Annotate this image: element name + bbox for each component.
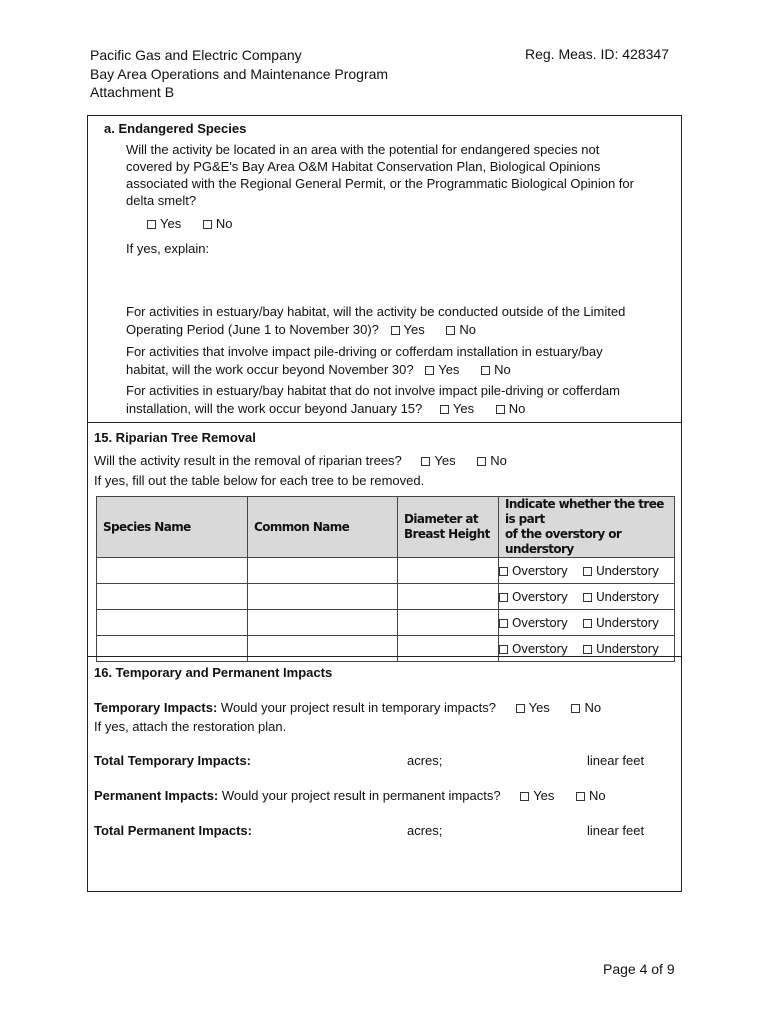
no-checkbox[interactable] bbox=[571, 704, 580, 713]
understory-label: Understory bbox=[596, 641, 659, 656]
no-checkbox[interactable] bbox=[203, 220, 212, 229]
story-cell bbox=[499, 610, 675, 636]
riparian-instruction: If yes, fill out the table below for each tree to be removed. bbox=[94, 473, 425, 488]
col-story-line: Indicate whether the tree is part bbox=[505, 497, 664, 526]
yes-checkbox[interactable] bbox=[421, 457, 430, 466]
table-row bbox=[97, 610, 675, 636]
yes-checkbox[interactable] bbox=[440, 405, 449, 414]
reg-meas-id: Reg. Meas. ID: 428347 bbox=[525, 46, 669, 62]
estuary-question-1-line-2 bbox=[126, 322, 476, 337]
no-label: No bbox=[589, 788, 606, 803]
estuary-question-3-line-2 bbox=[126, 401, 525, 416]
col-story-line: of the overstory or understory bbox=[505, 527, 622, 556]
no-checkbox[interactable] bbox=[481, 366, 490, 375]
question-line: associated with the Regional General Permit, or the Programmatic Biological Opinion for bbox=[126, 176, 634, 191]
yes-checkbox[interactable] bbox=[516, 704, 525, 713]
overstory-label: Overstory bbox=[512, 641, 568, 656]
common-name-cell[interactable] bbox=[248, 584, 398, 610]
document-header bbox=[90, 46, 388, 102]
estuary-question-1-line-1: For activities in estuary/bay habitat, will the activity be conducted outside of the Limited bbox=[126, 304, 626, 319]
permanent-impacts-text: Would your project result in permanent impacts? bbox=[221, 788, 501, 803]
overstory-checkbox[interactable] bbox=[499, 645, 508, 654]
diameter-cell[interactable] bbox=[398, 610, 499, 636]
story-cell bbox=[499, 584, 675, 610]
understory-checkbox[interactable] bbox=[583, 645, 592, 654]
yes-checkbox[interactable] bbox=[391, 326, 400, 335]
yes-label: Yes bbox=[533, 788, 555, 803]
no-checkbox[interactable] bbox=[496, 405, 505, 414]
question-line: Will the activity be located in an area with the potential for endangered species not bbox=[126, 142, 600, 157]
no-label: No bbox=[215, 216, 233, 231]
col-species-name: Species Name bbox=[97, 497, 248, 558]
col-diameter-line: Diameter at bbox=[404, 512, 479, 526]
riparian-tree-table bbox=[96, 496, 675, 662]
col-common-name: Common Name bbox=[248, 497, 398, 558]
impacts-title: 16. Temporary and Permanent Impacts bbox=[94, 665, 333, 680]
question-line: delta smelt? bbox=[126, 193, 197, 208]
program-name: Bay Area Operations and Maintenance Program bbox=[90, 65, 389, 82]
yes-label: Yes bbox=[528, 700, 550, 715]
permanent-linear-feet-label: linear feet bbox=[587, 823, 645, 838]
no-label: No bbox=[508, 401, 526, 416]
estuary-question-2-line-1: For activities that involve impact pile-driving or cofferdam installation in estuary/bay bbox=[126, 344, 603, 359]
permanent-impacts-question bbox=[94, 788, 606, 803]
understory-label: Understory bbox=[596, 589, 659, 604]
temporary-impacts-label: Temporary Impacts: bbox=[94, 700, 218, 715]
understory-checkbox[interactable] bbox=[583, 593, 592, 602]
table-row bbox=[97, 558, 675, 584]
yes-label: Yes bbox=[160, 216, 182, 231]
estuary-question-3-line-1: For activities in estuary/bay habitat that do not involve impact pile-driving or cofferdam bbox=[126, 383, 620, 398]
species-name-cell[interactable] bbox=[97, 584, 248, 610]
understory-label: Understory bbox=[596, 563, 659, 578]
estuary-question-2-text: habitat, will the work occur beyond November 30? bbox=[126, 362, 414, 377]
overstory-label: Overstory bbox=[512, 589, 568, 604]
estuary-question-2-line-2 bbox=[126, 362, 511, 377]
explain-label: If yes, explain: bbox=[126, 241, 210, 256]
endangered-yes-no bbox=[147, 216, 232, 231]
yes-checkbox[interactable] bbox=[425, 366, 434, 375]
no-label: No bbox=[584, 700, 602, 715]
riparian-question-text: Will the activity result in the removal of riparian trees? bbox=[94, 453, 402, 468]
no-checkbox[interactable] bbox=[576, 792, 585, 801]
estuary-question-3-text: installation, will the work occur beyond January 15? bbox=[126, 401, 423, 416]
common-name-cell[interactable] bbox=[248, 558, 398, 584]
understory-checkbox[interactable] bbox=[583, 619, 592, 628]
permanent-acres-label: acres; bbox=[407, 823, 443, 838]
endangered-question bbox=[126, 141, 634, 209]
col-diameter-line: Breast Height bbox=[404, 527, 490, 541]
col-story bbox=[499, 497, 675, 558]
yes-label: Yes bbox=[434, 453, 456, 468]
overstory-label: Overstory bbox=[512, 563, 568, 578]
company-name: Pacific Gas and Electric Company bbox=[90, 47, 302, 63]
temporary-linear-feet-label: linear feet bbox=[587, 753, 645, 768]
no-label: No bbox=[459, 322, 477, 337]
riparian-question bbox=[94, 453, 507, 468]
overstory-label: Overstory bbox=[512, 615, 568, 630]
estuary-question-1-text: Operating Period (June 1 to November 30)? bbox=[126, 322, 379, 337]
overstory-checkbox[interactable] bbox=[499, 567, 508, 576]
temporary-impacts-text: Would your project result in temporary impacts? bbox=[220, 700, 496, 715]
yes-label: Yes bbox=[403, 322, 425, 337]
col-diameter bbox=[398, 497, 499, 558]
restoration-instruction: If yes, attach the restoration plan. bbox=[94, 719, 287, 734]
riparian-title: 15. Riparian Tree Removal bbox=[94, 430, 256, 445]
diameter-cell[interactable] bbox=[398, 558, 499, 584]
question-line: covered by PG&E's Bay Area O&M Habitat Conservation Plan, Biological Opinions bbox=[126, 159, 601, 174]
endangered-species-title: a. Endangered Species bbox=[104, 121, 247, 136]
permanent-impacts-label: Permanent Impacts: bbox=[94, 788, 219, 803]
diameter-cell[interactable] bbox=[398, 584, 499, 610]
species-name-cell[interactable] bbox=[97, 610, 248, 636]
table-header-row bbox=[97, 497, 675, 558]
yes-label: Yes bbox=[438, 362, 460, 377]
common-name-cell[interactable] bbox=[248, 610, 398, 636]
no-checkbox[interactable] bbox=[446, 326, 455, 335]
yes-checkbox[interactable] bbox=[147, 220, 156, 229]
species-name-cell[interactable] bbox=[97, 558, 248, 584]
attachment-label: Attachment B bbox=[90, 84, 175, 100]
no-checkbox[interactable] bbox=[477, 457, 486, 466]
temporary-acres-label: acres; bbox=[407, 753, 443, 768]
no-label: No bbox=[490, 453, 507, 468]
yes-checkbox[interactable] bbox=[520, 792, 529, 801]
understory-label: Understory bbox=[596, 615, 659, 630]
yes-label: Yes bbox=[452, 401, 475, 416]
table-row bbox=[97, 584, 675, 610]
temporary-impacts-question bbox=[94, 700, 601, 715]
story-cell bbox=[499, 558, 675, 584]
page-number: Page 4 of 9 bbox=[603, 961, 675, 977]
total-temporary-label: Total Temporary Impacts: bbox=[94, 753, 251, 768]
overstory-checkbox[interactable] bbox=[499, 593, 508, 602]
no-label: No bbox=[494, 362, 511, 377]
overstory-checkbox[interactable] bbox=[499, 619, 508, 628]
understory-checkbox[interactable] bbox=[583, 567, 592, 576]
impacts-section bbox=[87, 656, 682, 892]
total-permanent-label: Total Permanent Impacts: bbox=[94, 823, 252, 838]
